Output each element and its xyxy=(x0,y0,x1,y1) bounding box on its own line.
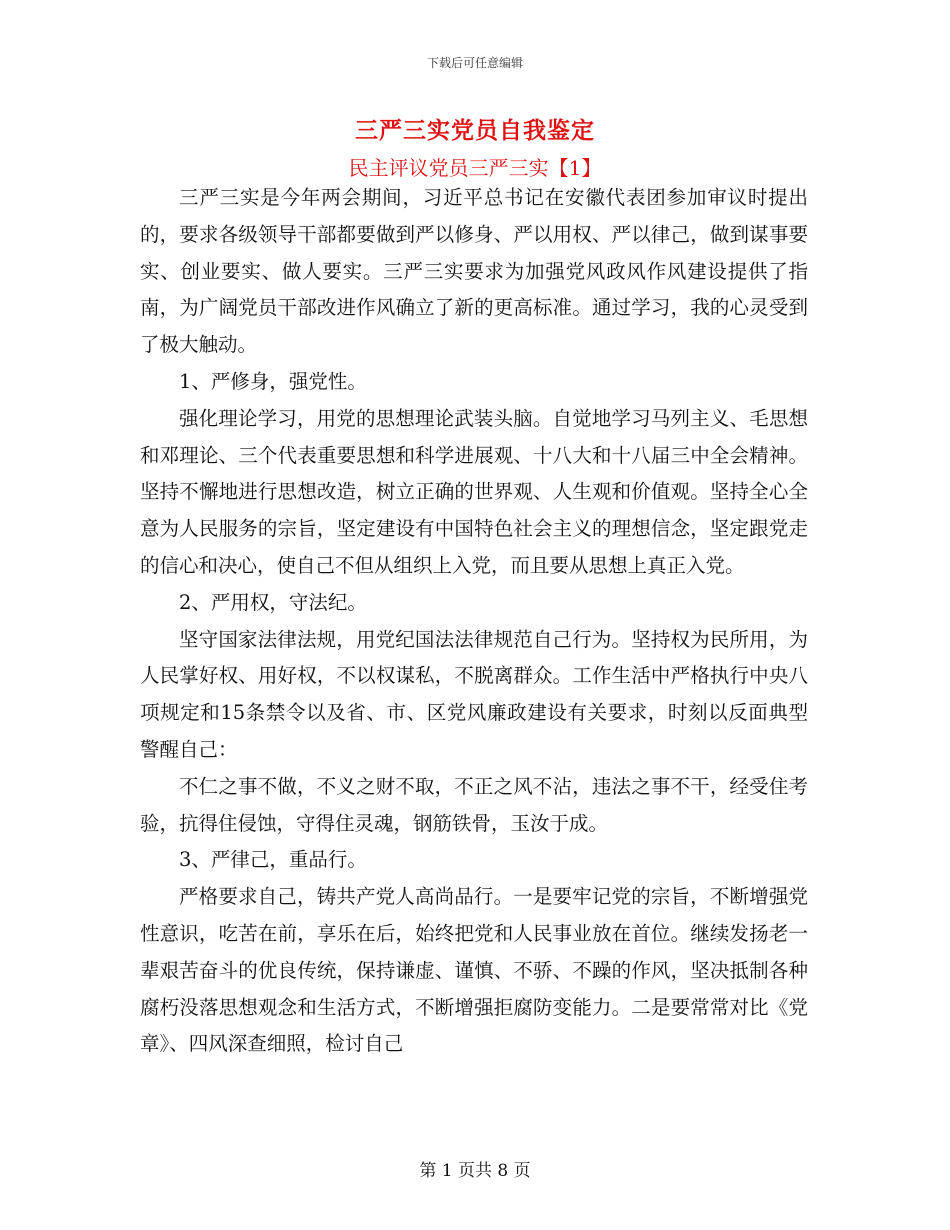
section-heading-2: 2、严用权，守法纪。 xyxy=(179,590,367,614)
paragraph-section-2-quote: 不仁之事不做，不义之财不取，不正之风不沾，违法之事不干，经受住考验，抗得住侵蚀，守得住灵魂，钢筋铁骨，玉汝于成。 xyxy=(140,774,808,835)
section-heading-1: 1、严修身，强党性。 xyxy=(179,369,367,393)
section-heading-3: 3、严律己，重品行。 xyxy=(179,848,367,872)
page-number-footer: 第 1 页共 8 页 xyxy=(419,1161,531,1181)
header-note: 下载后可任意编辑 xyxy=(426,56,523,70)
paragraph-section-1: 强化理论学习，用党的思想理论武装头脑。自觉地学习马列主义、毛思想和邓理论、三个代表重要思想和科学进展观、十八大和十八届三中全会精神。坚持不懈地进行思想改造，树立正确的世界观、人生观和价值观。坚持全心全意为人民服务的宗旨，坚定建设有中国特色社会主义的理想信念，坚定跟党走的信心和决心，使自己不但从组织上入党，而且要从思想上真正入党。 xyxy=(140,406,808,577)
document-subtitle: 民主评议党员三严三实【1】 xyxy=(348,156,602,180)
paragraph-section-2: 坚守国家法律法规，用党纪国法法律规范自己行为。坚持权为民所用，为人民掌好权、用好权，不以权谋私，不脱离群众。工作生活中严格执行中央八项规定和15条禁令以及省、市、区党风廉政建设有关要求，时刻以反面典型警醒自己： xyxy=(140,627,808,761)
paragraph-intro: 三严三实是今年两会期间，习近平总书记在安徽代表团参加审议时提出的，要求各级领导干部都要做到严以修身、严以用权、严以律己，做到谋事要实、创业要实、做人要实。三严三实要求为加强党风政风作风建设提供了指南，为广阔党员干部改进作风确立了新的更高标准。通过学习，我的心灵受到了极大触动。 xyxy=(140,186,808,357)
document-title: 三严三实党员自我鉴定 xyxy=(355,117,595,144)
document-body xyxy=(140,180,808,1063)
paragraph-section-3: 严格要求自己，铸共产党人高尚品行。一是要牢记党的宗旨，不断增强党性意识，吃苦在前，享乐在后，始终把党和人民事业放在首位。继续发扬老一辈艰苦奋斗的优良传统，保持谦虚、谨慎、不骄、不躁的作风，坚决抵制各种腐朽没落思想观念和生活方式，不断增强拒腐防变能力。二是要常常对比《党章》、四风深查细照，检讨自己 xyxy=(140,885,808,1056)
